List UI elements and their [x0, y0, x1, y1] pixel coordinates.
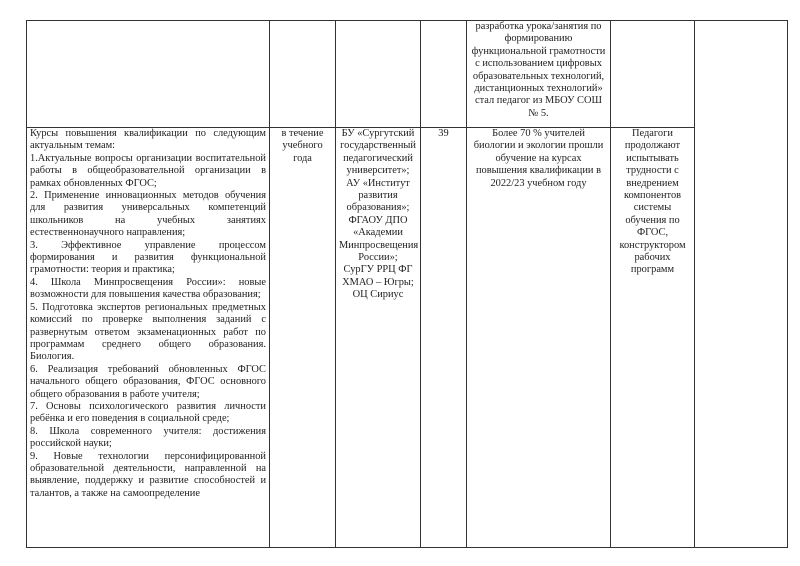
table-row — [27, 21, 788, 128]
course-topic: 5. Подготовка экспертов региональных предметных комиссий по проверке выполнения заданий с развернутым ответом экзаменационных работ по программам среднего общего образования. Биология. — [30, 301, 266, 363]
course-topic: 1.Актуальные вопросы организации воспитательной работы в общеобразовательной организации в рамках обновленных ФГОС; — [30, 152, 266, 189]
course-topic: 8. Школа современного учителя: достижения российской науки; — [30, 425, 266, 450]
course-topic: 9. Новые технологии персонифицированной образовательной деятельности, направленной на выявление, поддержку и развитие способностей и талантов, а также на самоопределение — [30, 450, 266, 499]
problems-cell: Педагоги продолжают испытывать трудности с внедрением компонентов системы обучения по ФГОС, конструктором рабочих программ — [611, 128, 695, 548]
course-topic: 4. Школа Минпросвещения России»: новые возможности для повышения качества образования; — [30, 276, 266, 301]
timing-cell: в течение учебного года — [270, 128, 336, 548]
event-cell — [27, 128, 270, 548]
organizer-cell — [336, 128, 421, 548]
organizer: АУ «Институт развития образования»; — [346, 177, 410, 214]
problems-cell — [611, 21, 695, 128]
table-row — [27, 128, 788, 548]
report-table — [26, 20, 788, 548]
course-topic: 7. Основы психологического развития личности ребёнка и его поведения в социальной среде; — [30, 400, 266, 425]
course-topic: 6. Реализация требований обновленных ФГОС начального общего образования, ФГОС основного общего образования в работе учителя; — [30, 363, 266, 400]
result-cell: Более 70 % учителей биологии и экологии прошли обучение на курсах повышения квалификации в 2022/23 учебном году — [467, 128, 611, 548]
organizer: СурГУ РРЦ ФГ ХМАО – Югры; — [342, 264, 414, 288]
organizer: БУ «Сургутский государственный педагогический университет»; — [340, 128, 416, 177]
event-intro: Курсы повышения квалификации по следующим актуальным темам: — [30, 128, 266, 152]
organizer: ОЦ Сириус — [352, 289, 404, 301]
notes-cell — [695, 21, 788, 548]
organizer-cell — [336, 21, 421, 128]
timing-cell — [270, 21, 336, 128]
organizer: ФГАОУ ДПО «Академии Минпросвещения России»; — [339, 214, 419, 264]
count-cell: 39 — [421, 128, 467, 548]
count-cell — [421, 21, 467, 128]
course-topic: 3. Эффективное управление процессом формирования и развития функциональной грамотности: теория и практика; — [30, 239, 266, 276]
result-cell: разработка урока/занятия по формированию функциональной грамотности с использованием цифровых образовательных технологий, дистанционных технологий» стал педагог из МБОУ СОШ № 5. — [467, 21, 611, 128]
course-topic: 2. Применение инновационных методов обучения для развития универсальных компетенций школьников на учебных занятиях естественнонаучного направления; — [30, 190, 266, 239]
event-cell — [27, 21, 270, 128]
